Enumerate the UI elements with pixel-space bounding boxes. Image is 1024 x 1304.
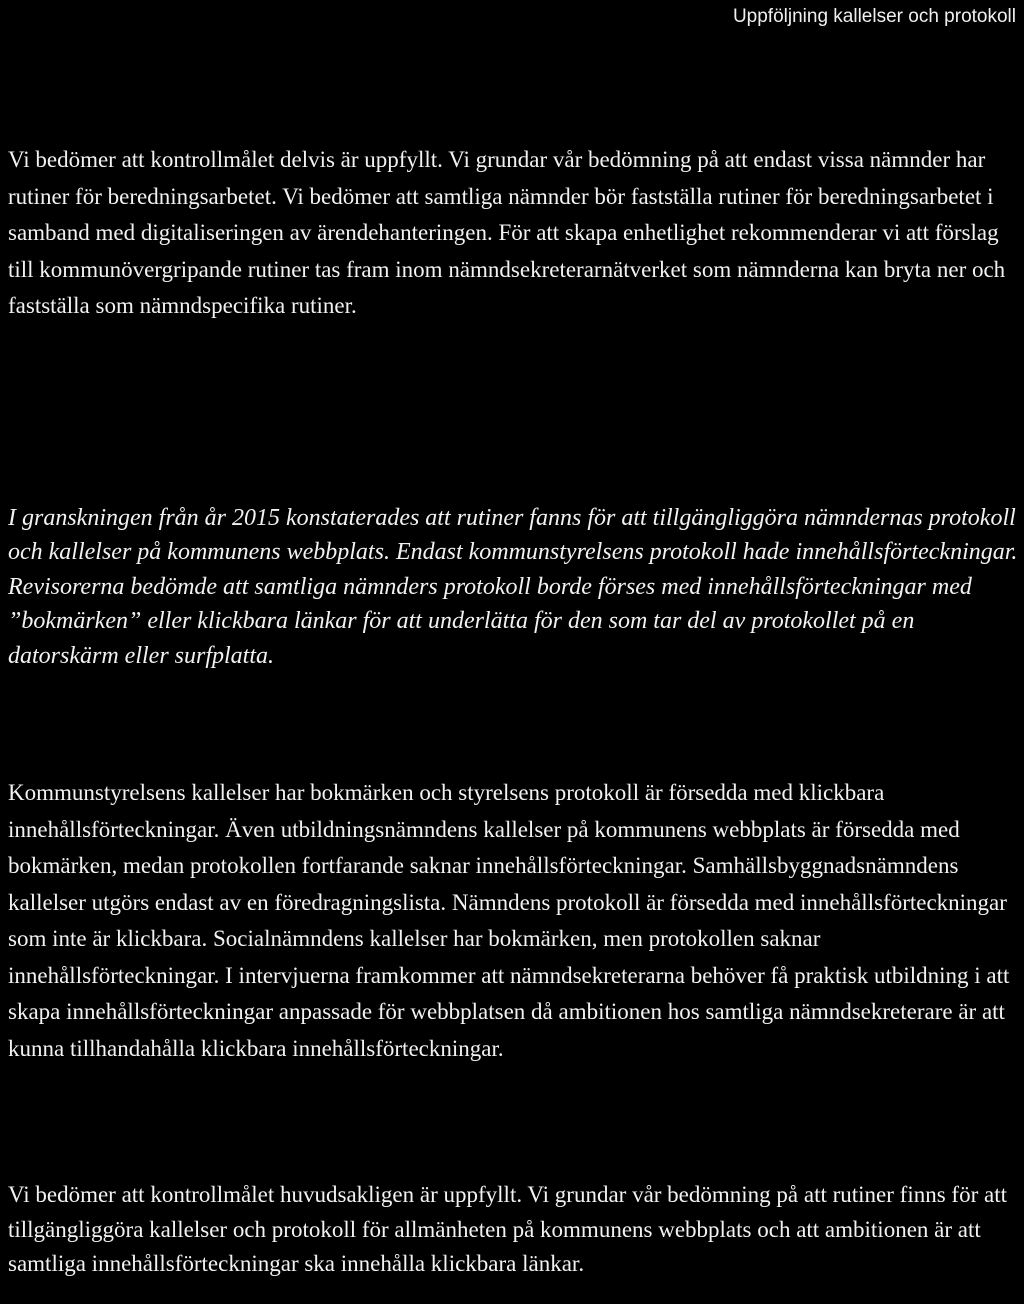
running-header-title: Uppföljning kallelser och protokoll	[732, 6, 1016, 27]
findings-paragraph-table-of-contents: Kommunstyrelsens kallelser har bokmärken och styrelsens protokoll är försedda med klickbara innehållsförteckningar. Även utbildningsnämndens kallelser på kommunens webbplats är försedda med bokmärken, medan protokollen fortfarande saknar innehållsförteckningar. Samhällsbyggnadsnämndens kallelser utgörs endast av en föredragningslista. Nämndens protokoll är försedda med innehållsförteckningar som inte är klickbara. Socialnämndens kallelser har bokmärken, men protokollen saknar innehållsförteckningar. I intervjuerna framkommer att nämndsekreterarna behöver få praktisk utbildning i att skapa innehållsförteckningar anpassade för webbplatsen då ambitionen hos samtliga nämndsekreterare är att kunna tillhandahålla klickbara innehållsförteckningar.	[8, 780, 1010, 1061]
previous-review-quote: I granskningen från år 2015 konstaterades att rutiner fanns för att tillgängliggöra nämndernas protokoll och kallelser på kommunens webbplats. Endast kommunstyrelsens protokoll hade innehållsförteckningar. Revisorerna bedömde att samtliga nämnders protokoll borde förses med innehållsförteckningar med ”bokmärken” eller klickbara länkar för att underlätta för den som tar del av protokollet på en datorskärm eller surfplatta.	[8, 505, 1018, 669]
assessment-paragraph-publication: Vi bedömer att kontrollmålet huvudsakligen är uppfyllt. Vi grundar vår bedömning på att rutiner finns för att tillgängliggöra kallelser och protokoll för allmänheten på kommunens webbplats och att ambitionen är att samtliga innehållsförteckningar ska innehålla klickbara länkar.	[8, 1182, 1007, 1276]
assessment-paragraph-routines: Vi bedömer att kontrollmålet delvis är uppfyllt. Vi grundar vår bedömning på att endast vissa nämnder har rutiner för beredningsarbetet. Vi bedömer att samtliga nämnder bör fastställa rutiner för beredningsarbetet i samband med digitaliseringen av ärendehanteringen. För att skapa enhetlighet rekommenderar vi att förslag till kommunövergripande rutiner tas fram inom nämndsekreterarnätverket som nämnderna kan bryta ner och fastställa som nämndspecifika rutiner.	[8, 147, 1006, 318]
